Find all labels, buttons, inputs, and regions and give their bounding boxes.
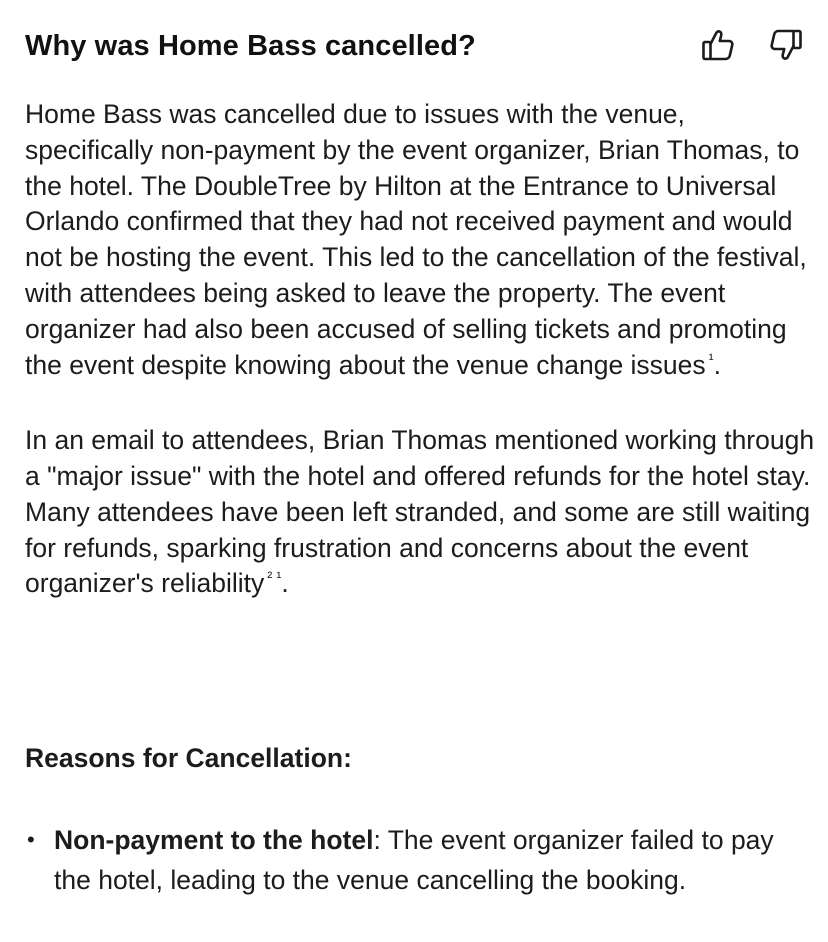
feedback-controls	[698, 24, 806, 66]
bullet-term: Non-payment to the hotel	[54, 825, 374, 855]
paragraph-end: .	[281, 568, 289, 599]
reasons-list	[25, 820, 815, 900]
paragraph-end: .	[713, 349, 722, 380]
thumbs-up-icon	[700, 27, 736, 63]
thumbs-down-icon	[768, 27, 804, 63]
thumbs-up-button[interactable]	[698, 24, 738, 66]
answer-paragraph	[25, 97, 815, 387]
bullet-marker: •	[27, 827, 35, 852]
paragraph-text: In an email to attendees, Brian Thomas mentioned working through a "major issue" with the hotel and offered refunds for the hotel stay. Many attendees have been left stranded, and some are still waiting for refunds, sparking frustration and concerns about the event organizer's reliability	[25, 425, 815, 599]
thumbs-down-button[interactable]	[766, 24, 806, 66]
paragraph-text: Home Bass was cancelled due to issues with the venue, specifically non-payment by the event organizer, Brian Thomas, to the hotel. The DoubleTree by Hilton at the Entrance to Universal Orlando confirmed that they had not received payment and would not be hosting the event. This led to the cancellation of the festival, with attendees being asked to leave the property. The event organizer had also been accused of selling tickets and promoting the event despite knowing about the venue change issues	[25, 99, 807, 380]
section-heading: Reasons for Cancellation:	[25, 743, 352, 773]
answer-header	[25, 24, 806, 68]
bullet-text: : The event organizer failed to pay the hotel, leading to the venue cancelling the booking.	[54, 825, 774, 895]
answer-body	[25, 97, 815, 606]
list-item	[25, 820, 815, 900]
citation-link[interactable]: ¹	[708, 350, 714, 368]
answer-paragraph	[25, 423, 815, 606]
citation-link[interactable]: ² ¹	[267, 569, 282, 587]
question-title: Why was Home Bass cancelled?	[25, 30, 476, 62]
